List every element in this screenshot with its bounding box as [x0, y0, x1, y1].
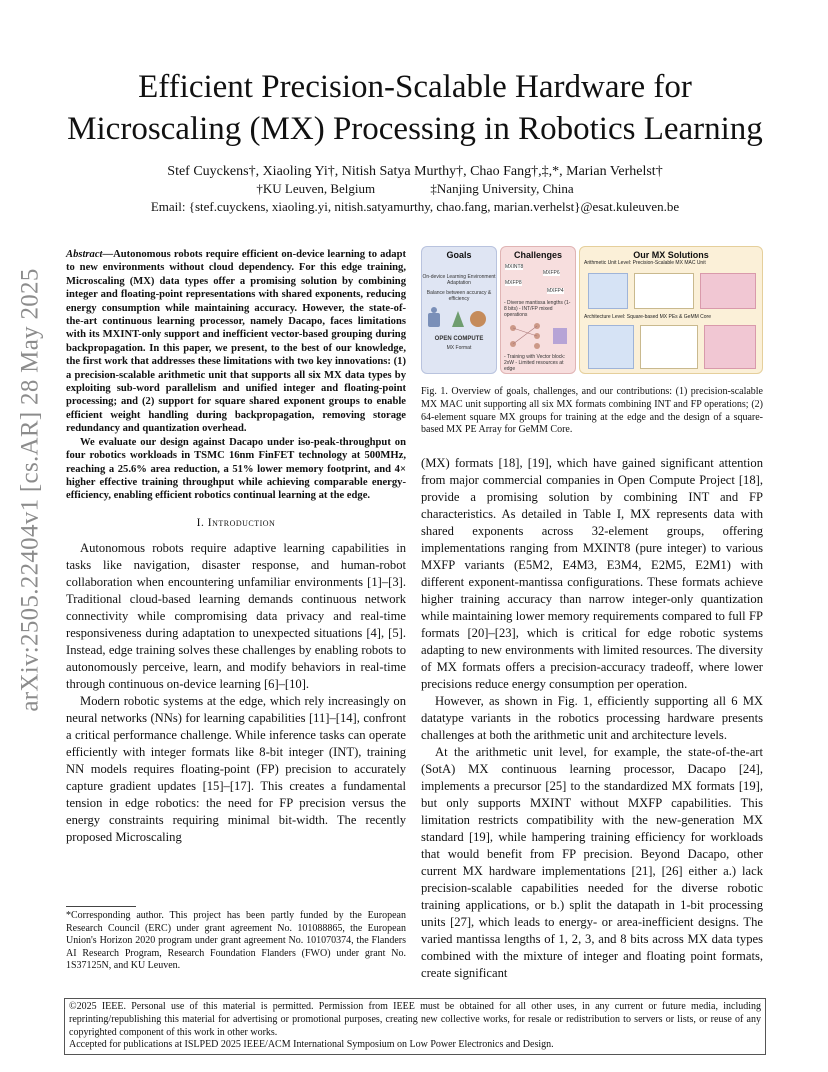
challenge-text-1: - Diverse mantissa lengths (1-8 bits) - INT/FP mixed operations [504, 300, 571, 318]
goals-logo: OPEN COMPUTE [434, 336, 484, 342]
abstract-text-1: —Autonomous robots require efficient on-device learning to adapt to new environments without cloud dependency. For this edge training, Microscaling (MX) data types offer a promising solution by combining integer and floating-point representations with shared exponents, reducing energy consumption while maintaining accuracy. However, the state-of-the-art continuous learning processor, namely Dacapo, faces limitations with its MXINT-only support and inefficient vector-based grouping during backpropagation. In this paper, we present, to the best of our knowledge, the first work that addresses these limitations with two key innovations: (1) a precision-scalable arithmetic unit that supports all six MX data types by exploiting sub-word parallelism and unified integer and floating-point processing; and (2) support for square shared exponent groups to enable efficient weight handling during backpropagation, removing storage redundancy and quantization overhead. [66, 249, 406, 435]
author-list: Stef Cuyckens†, Xiaoling Yi†, Nitish Satya Murthy†, Chao Fang†,‡,*, Marian Verhelst† [167, 164, 663, 179]
figure-1 [421, 246, 763, 374]
author-emails: Email: {stef.cuyckens, xiaoling.yi, nitish.satyamurthy, chao.fang, marian.verhelst}@esat.kuleuven.be [150, 199, 680, 214]
abstract [66, 248, 406, 503]
right-paragraph-1: (MX) formats [18], [19], which have gained significant attention from major commercial companies in Open Compute Project [18], provide a promising solution by combining INT and FP characteristics. As detailed in Table I, MX represents data with shared exponents across 32-element groups, offering implementations ranging from MXINT8 (pure integer) to various MXFP variants (E5M2, E4M3, E3M4, E2M5, E2M1) with different exponent-mantissa configurations. These formats achieve higher training accuracy than narrow integer-only quantization while maintaining lower memory requirements compared to full FP formats [20]–[23], which is critical for edge robotic systems adapting to new environments with limited resources. The diversity of MX formats offers a precision-accuracy tradeoff, where lower precisions reduce energy consumption per operation. [421, 456, 763, 691]
footnote-rule [66, 906, 136, 907]
mac-accumulator-block [700, 273, 756, 309]
paper-title [60, 66, 770, 150]
intro-paragraph-1: Autonomous robots require adaptive learning capabilities in tasks like navigation, disaster response, and human-robot collaboration when encountering unfamiliar environments [1]–[3]. Traditional cloud-based learning demands continuous network connectivity while compromising data privacy and real-time responsiveness during adaptation to unexpected situations [4], [5]. Instead, edge training solves these challenges by enabling robots to autonomously perceive, learn, and modify behaviors in real-time through continuous on-device learning [6]–[10]. [66, 540, 406, 691]
gemm-core-block [640, 325, 698, 369]
challenge-tag-mxfp8: MXFP8 [505, 280, 522, 286]
goals-title: Goals [446, 250, 472, 260]
challenge-tag-mxfp6: MXFP6 [543, 270, 560, 276]
solution-arithmetic-level: Arithmetic Unit Level: Precision-Scalable MX MAC Unit [584, 260, 706, 266]
mac-datapath-block [634, 273, 694, 309]
mac-unit-block [588, 273, 628, 309]
section-heading-introduction: I. Introduction [196, 516, 276, 529]
arxiv-identifier-text: arXiv:2505.22404v1 [cs.AR] 28 May 2025 [17, 268, 45, 712]
abstract-label: Abstract [66, 249, 103, 260]
right-paragraph-2: However, as shown in Fig. 1, efficiently supporting all 6 MX datatype variants in the robotics processing hardware presents challenges at both the arithmetic unit and architecture levels. [421, 694, 763, 742]
challenge-text-2: - Training with Vector block: 2xW - Limited resources at edge [504, 354, 566, 372]
arxiv-identifier [6, 268, 56, 712]
title-line-2: Microscaling (MX) Processing in Robotics Learning [67, 111, 763, 147]
figure-solutions-panel [579, 246, 763, 374]
affiliation-ku-leuven: †KU Leuven, Belgium [256, 181, 376, 196]
goals-text-1: On-device Learning Environment Adaptation [422, 274, 496, 286]
solution-architecture-level: Architecture Level: Square-based MX PEs & GeMM Core [584, 314, 711, 320]
title-line-1: Efficient Precision-Scalable Hardware for [138, 69, 692, 105]
solutions-title: Our MX Solutions [633, 250, 709, 260]
memory-block [704, 325, 756, 369]
right-column [421, 455, 763, 982]
intro-paragraph-2: Modern robotic systems at the edge, which rely increasingly on neural networks (NNs) for learning capabilities [11]–[14], confront a critical performance challenge. While inference tasks can operate efficiently with integer formats like 8-bit integer (INT), training NN models requires floating-point (FP) precision to accurately capture gradient updates [15]–[17]. This creates a fundamental tension in edge robotics: the need for FP precision versus the energy constraints requiring minimal bit-width. The recently proposed Microscaling [66, 693, 406, 844]
figure-1-caption: Fig. 1. Overview of goals, challenges, and our contributions: (1) precision-scalable MX MAC unit supporting all six MX formats combining INT and FP operations; (2) 64-element square MX groups for training at the edge and the design of a square-based MX PE Array for GeMM Core. [421, 386, 763, 436]
goals-text-3: MX Format [446, 345, 472, 351]
right-paragraph-3: At the arithmetic unit level, for example, the state-of-the-art (SotA) MX continuous learning processor, Dacapo [24], implements a precursor [25] to the standardized MX formats [19], but only supports MXINT without MXFP capabilities. This limitation restricts compatibility with the new-generation MX standard [19], while hampering training efficiency for workloads that would benefit from FP precision. Beyond Dacapo, other current MX hardware implementations [21], [26] either a.) lack precision-scalable capabilities needed for the diverse robotic training applications, or b.) split the datapath in 1-bit processing units [27], which leads to energy- or area-inefficient designs. The varied mantissa lengths of 1, 2, 3, and 8 bits across MX data types combined with the mixture of integer and floating point formats, create significant [421, 745, 763, 980]
challenge-tag-mxint8: MXINT8 [505, 264, 524, 270]
figure-goals-panel [421, 246, 497, 374]
challenge-tag-mxfp4: MXFP4 [547, 288, 564, 294]
left-column [66, 248, 406, 846]
goals-text-2: Balance between accuracy & efficiency [426, 290, 492, 302]
copyright-notice [64, 998, 766, 1055]
copyright-line-2: Accepted for publications at ISLPED 2025 IEEE/ACM International Symposium on Low Power Electronics and Design. [69, 1039, 554, 1051]
footnote: *Corresponding author. This project has been partly funded by the European Research Council (ERC) under grant agreement No. 101088865, the European Union's Horizon 2020 program under grant agreement No. 101070374, the Flanders AI Research Program, Research Foundation Flanders (FWO) under grant No. 1S37125N, and KU Leuven. [66, 910, 406, 972]
challenges-title: Challenges [513, 250, 562, 260]
network-diagram [501, 318, 575, 354]
abstract-paragraph-2: We evaluate our design against Dacapo under iso-peak-throughput on four robotics workloads in TSMC 16nm FinFET technology at 500MHz, reaching a 25.6% area reduction, a 51% lower memory footprint, and 4× higher effective training throughput while achieving comparable energy-efficiency, enabling efficient robotics continual learning at the edge. [66, 436, 406, 502]
affiliation-nanjing: ‡Nanjing University, China [430, 181, 574, 196]
copyright-line-1: ©2025 IEEE. Personal use of this material is permitted. Permission from IEEE must be obtained for all other uses, in any current or future media, including reprinting/republishing this material for advertising or promotional purposes, creating new collective works, for resale or redistribution to servers or lists, or reuse of any copyrighted component of this work in other works. [69, 1001, 761, 1038]
figure-challenges-panel [500, 246, 576, 374]
abstract-paragraph-1 [66, 248, 406, 436]
affiliations [60, 181, 770, 197]
robot-icons [422, 305, 496, 333]
pe-array-block [588, 325, 634, 369]
